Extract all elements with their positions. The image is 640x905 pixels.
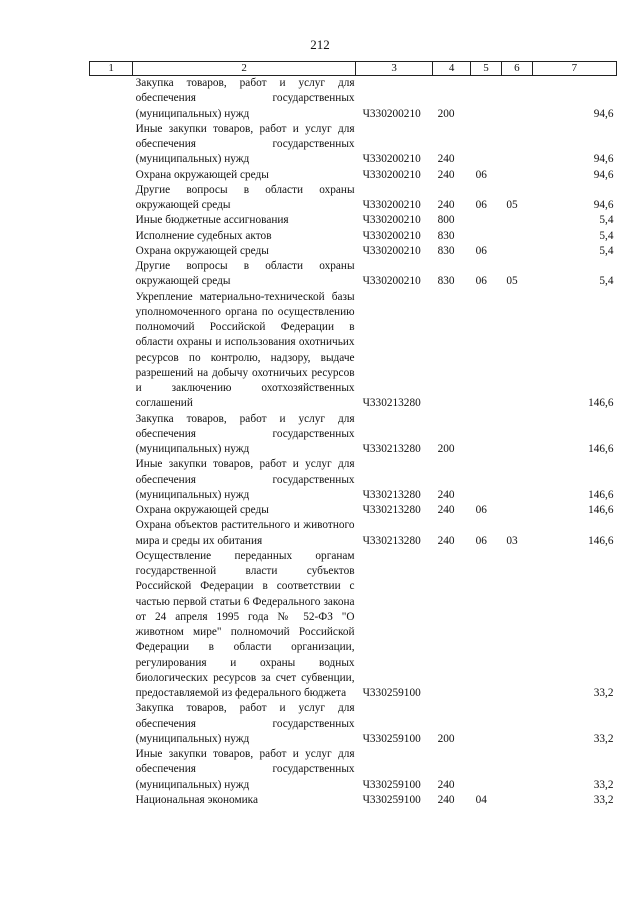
item-name: Укрепление материально-технической базы уполномоченного органа по осуществлению полномочий Российской Федерации в области охраны и использования охотничьих ресурсов по контролю, надзору, выдаче разрешений на добычу охотничьих ресурсов и заключению охотхозяйственных соглашений xyxy=(135,290,355,410)
empty-cell xyxy=(90,213,133,228)
target-article-code: Ч330213280 xyxy=(362,534,421,547)
section-code xyxy=(471,76,502,122)
table-row xyxy=(90,229,617,244)
expense-type-code: 830 xyxy=(437,229,455,242)
amount: 33,2 xyxy=(593,778,614,791)
amount: 94,6 xyxy=(593,107,614,120)
target-article-code: Ч330200210 xyxy=(362,244,421,257)
empty-cell xyxy=(90,290,133,412)
expense-type-code: 830 xyxy=(437,244,455,257)
empty-cell xyxy=(90,229,133,244)
item-name: Национальная экономика xyxy=(135,793,258,806)
table-row xyxy=(90,549,617,702)
section-code: 06 xyxy=(475,168,487,181)
expense-type-code: 240 xyxy=(437,504,455,516)
subsection-code xyxy=(501,168,532,183)
item-name: Другие вопросы в области охраны окружающей среды xyxy=(135,183,355,211)
subsection-code xyxy=(501,457,532,503)
empty-cell xyxy=(90,183,133,214)
target-article-code: Ч330259100 xyxy=(362,778,421,791)
expense-type-code: 240 xyxy=(437,534,455,547)
subsection-code xyxy=(501,290,532,412)
subsection-code: 05 xyxy=(506,275,518,288)
table-row xyxy=(90,747,617,793)
table-row xyxy=(90,122,617,168)
amount: 33,2 xyxy=(593,687,614,699)
section-code xyxy=(471,229,502,244)
empty-cell xyxy=(90,518,133,549)
section-code: 06 xyxy=(475,275,487,288)
item-name: Охрана окружающей среды xyxy=(135,168,269,181)
amount: 146,6 xyxy=(588,397,614,410)
empty-cell xyxy=(90,701,133,747)
expense-type-code: 240 xyxy=(437,168,455,181)
table-body xyxy=(90,76,617,809)
section-code xyxy=(471,701,502,747)
empty-cell xyxy=(90,549,133,702)
section-code: 06 xyxy=(475,199,487,211)
table-row xyxy=(90,290,617,412)
amount: 146,6 xyxy=(588,443,614,455)
section-code xyxy=(471,122,502,168)
table-row xyxy=(90,518,617,549)
target-article-code: Ч330200210 xyxy=(362,214,421,227)
amount: 94,6 xyxy=(593,153,614,166)
table-row xyxy=(90,412,617,458)
target-article-code: Ч330200210 xyxy=(362,199,421,211)
table-row xyxy=(90,183,617,214)
column-number-4: 4 xyxy=(433,62,471,76)
subsection-code xyxy=(501,701,532,747)
column-number-1: 1 xyxy=(90,62,133,76)
target-article-code: Ч330200210 xyxy=(362,168,421,181)
amount: 5,4 xyxy=(599,244,614,257)
item-name: Охрана окружающей среды xyxy=(135,244,269,257)
subsection-code: 03 xyxy=(506,534,518,547)
amount: 146,6 xyxy=(588,504,614,516)
expense-type-code xyxy=(433,290,471,412)
item-name: Охрана окружающей среды xyxy=(135,504,269,516)
amount: 33,2 xyxy=(593,732,614,745)
table-row xyxy=(90,503,617,518)
expense-type-code: 800 xyxy=(437,214,455,227)
subsection-code xyxy=(501,503,532,518)
subsection-code xyxy=(501,229,532,244)
table-row xyxy=(90,213,617,228)
target-article-code: Ч330200210 xyxy=(362,275,421,288)
target-article-code: Ч330259100 xyxy=(362,687,421,699)
section-code xyxy=(471,290,502,412)
amount: 5,4 xyxy=(599,214,614,227)
subsection-code xyxy=(501,549,532,702)
empty-cell xyxy=(90,76,133,122)
item-name: Закупка товаров, работ и услуг для обеспечения государственных (муниципальных) нужд xyxy=(135,702,355,745)
section-code xyxy=(471,213,502,228)
target-article-code: Ч330213280 xyxy=(362,504,421,516)
target-article-code: Ч330200210 xyxy=(362,107,421,120)
empty-cell xyxy=(90,122,133,168)
subsection-code xyxy=(501,213,532,228)
empty-cell xyxy=(90,793,133,808)
subsection-code xyxy=(501,747,532,793)
subsection-code xyxy=(501,244,532,259)
item-name: Закупка товаров, работ и услуг для обеспечения государственных (муниципальных) нужд xyxy=(135,412,355,455)
subsection-code xyxy=(501,793,532,808)
expense-type-code: 200 xyxy=(437,107,455,120)
item-name: Закупка товаров, работ и услуг для обеспечения государственных (муниципальных) нужд xyxy=(135,77,355,120)
item-name: Иные закупки товаров, работ и услуг для обеспечения государственных (муниципальных) нужд xyxy=(135,748,355,791)
section-code: 06 xyxy=(475,244,487,257)
section-code xyxy=(471,457,502,503)
table-row xyxy=(90,244,617,259)
amount: 33,2 xyxy=(593,793,614,806)
target-article-code: Ч330200210 xyxy=(362,153,421,166)
item-name: Иные бюджетные ассигнования xyxy=(135,214,289,227)
amount: 146,6 xyxy=(588,488,614,501)
section-code xyxy=(471,549,502,702)
table-row xyxy=(90,168,617,183)
target-article-code: Ч330213280 xyxy=(362,488,421,501)
expense-type-code: 240 xyxy=(437,488,455,501)
table-header xyxy=(90,62,617,76)
expense-type-code: 240 xyxy=(437,778,455,791)
item-name: Осуществление переданных органам государственной власти субъектов Российской Федерации в соответствии с частью первой статьи 6 Федерального закона от 24 апреля 1995 года № 52-ФЗ "О животном мире" полномочий Российской Федерации в области организации, регулирования и охраны водных биологических ресурсов за счет субвенции, предоставляемой из федерального бюджета xyxy=(135,549,355,699)
table-row xyxy=(90,457,617,503)
subsection-code xyxy=(501,122,532,168)
item-name: Другие вопросы в области охраны окружающей среды xyxy=(135,260,355,288)
table-row xyxy=(90,76,617,122)
empty-cell xyxy=(90,747,133,793)
column-number-2: 2 xyxy=(133,62,356,76)
expense-type-code: 200 xyxy=(437,732,455,745)
empty-cell xyxy=(90,244,133,259)
table-row xyxy=(90,793,617,808)
item-name: Исполнение судебных актов xyxy=(135,229,272,242)
empty-cell xyxy=(90,457,133,503)
target-article-code: Ч330259100 xyxy=(362,732,421,745)
subsection-code xyxy=(501,412,532,458)
expense-type-code: 240 xyxy=(437,153,455,166)
amount: 94,6 xyxy=(593,199,614,211)
target-article-code: Ч330259100 xyxy=(362,793,421,806)
empty-cell xyxy=(90,168,133,183)
subsection-code: 05 xyxy=(506,199,518,211)
column-number-3: 3 xyxy=(356,62,433,76)
expense-type-code: 200 xyxy=(437,443,455,455)
column-number-5: 5 xyxy=(471,62,502,76)
subsection-code xyxy=(501,76,532,122)
table-row xyxy=(90,259,617,290)
section-code: 06 xyxy=(475,534,487,547)
column-number-7: 7 xyxy=(532,62,616,76)
expense-type-code: 240 xyxy=(437,793,455,806)
amount: 5,4 xyxy=(599,229,614,242)
column-number-6: 6 xyxy=(501,62,532,76)
expense-type-code: 240 xyxy=(437,199,455,211)
expense-type-code xyxy=(433,549,471,702)
amount: 146,6 xyxy=(588,534,614,547)
section-code xyxy=(471,412,502,458)
amount: 94,6 xyxy=(593,168,614,181)
amount: 5,4 xyxy=(599,275,614,288)
budget-table xyxy=(89,61,617,808)
section-code: 04 xyxy=(475,793,487,806)
target-article-code: Ч330200210 xyxy=(362,229,421,242)
target-article-code: Ч330213280 xyxy=(362,397,421,410)
section-code xyxy=(471,747,502,793)
header-row xyxy=(90,62,617,76)
empty-cell xyxy=(90,412,133,458)
target-article-code: Ч330213280 xyxy=(362,443,421,455)
page-number: 212 xyxy=(310,37,330,52)
table-row xyxy=(90,701,617,747)
item-name: Иные закупки товаров, работ и услуг для обеспечения государственных (муниципальных) нужд xyxy=(135,122,355,166)
section-code: 06 xyxy=(475,504,487,516)
empty-cell xyxy=(90,503,133,518)
item-name: Охрана объектов растительного и животного мира и среды их обитания xyxy=(135,519,355,547)
item-name: Иные закупки товаров, работ и услуг для обеспечения государственных (муниципальных) нужд xyxy=(135,458,355,501)
expense-type-code: 830 xyxy=(437,275,455,288)
empty-cell xyxy=(90,259,133,290)
